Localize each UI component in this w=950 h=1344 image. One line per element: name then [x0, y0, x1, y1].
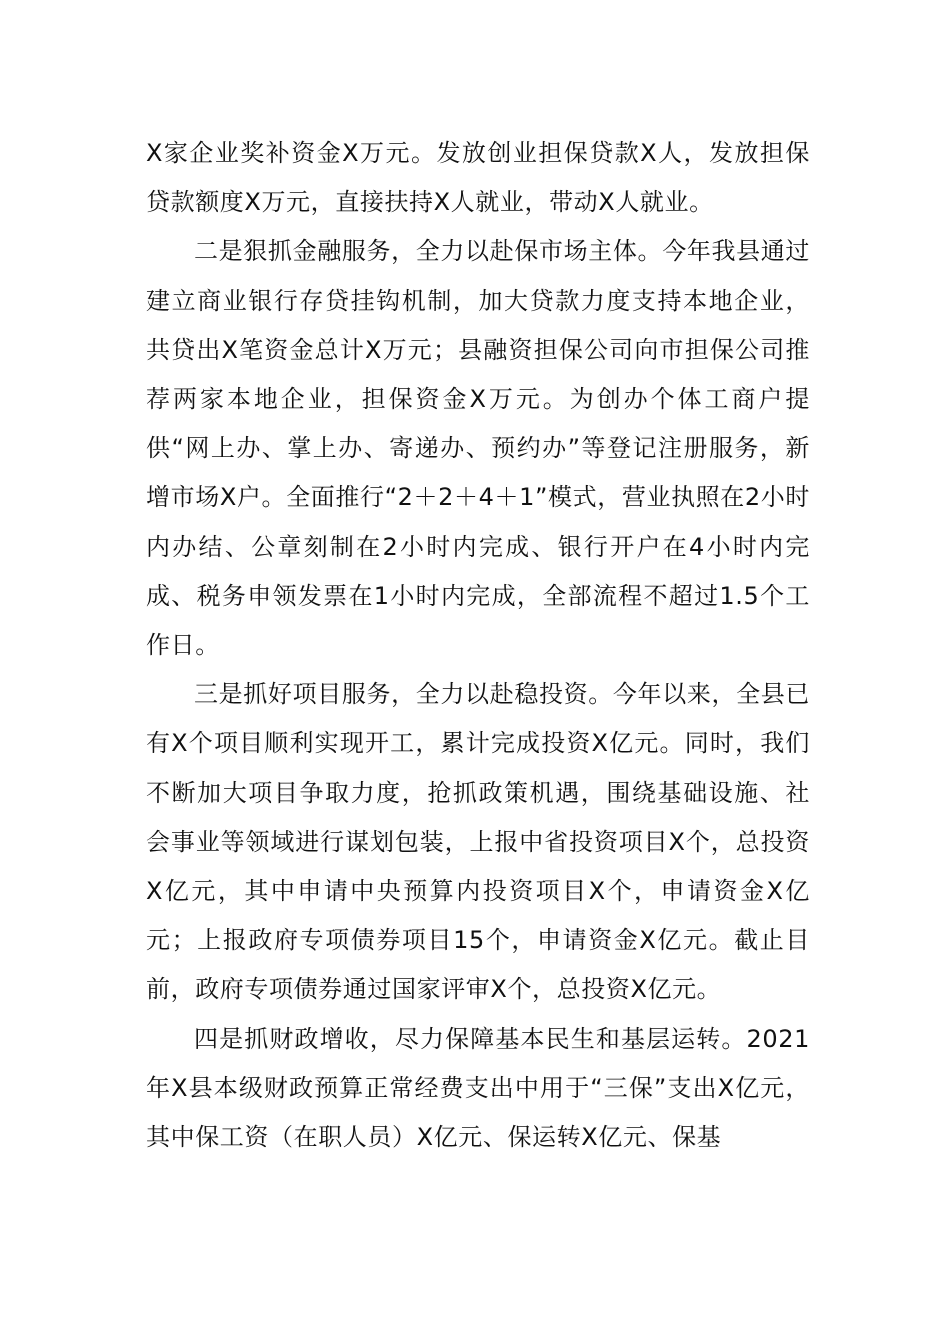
paragraph-project-services: 三是抓好项目服务，全力以赴稳投资。今年以来，全县已有X个项目顺利实现开工，累计完成投资X亿元。同时，我们不断加大项目争取力度，抢抓政策机遇，围绕基础设施、社会事业等领域进行谋划包装，上报中省投资项目X个，总投资X亿元，其中申请中央预算内投资项目X个，申请资金X亿元；上报政府专项债券项目15个，申请资金X亿元。截止目前，政府专项债券通过国家评审X个，总投资X亿元。	[146, 680, 810, 1004]
paragraph-financial-services: 二是狠抓金融服务，全力以赴保市场主体。今年我县通过建立商业银行存贷挂钩机制，加大贷款力度支持本地企业，共贷出X笔资金总计X万元；县融资担保公司向市担保公司推荐两家本地企业，担保资金X万元。为创办个体工商户提供“网上办、掌上办、寄递办、预约办”等登记注册服务，新增市场X户。全面推行“2＋2＋4＋1”模式，营业执照在2小时内办结、公章刻制在2小时内完成、银行开户在4小时内完成、税务申领发票在1小时内完成，全部流程不超过1.5个工作日。	[146, 237, 810, 660]
paragraph-fiscal-revenue: 四是抓财政增收，尽力保障基本民生和基层运转。2021年X县本级财政预算正常经费支出中用于“三保”支出X亿元，其中保工资（在职人员）X亿元、保运转X亿元、保基	[146, 1024, 810, 1152]
document-body	[146, 129, 810, 1162]
paragraph-continuation: X家企业奖补资金X万元。发放创业担保贷款X人，发放担保贷款额度X万元，直接扶持X人就业，带动X人就业。	[146, 139, 810, 217]
